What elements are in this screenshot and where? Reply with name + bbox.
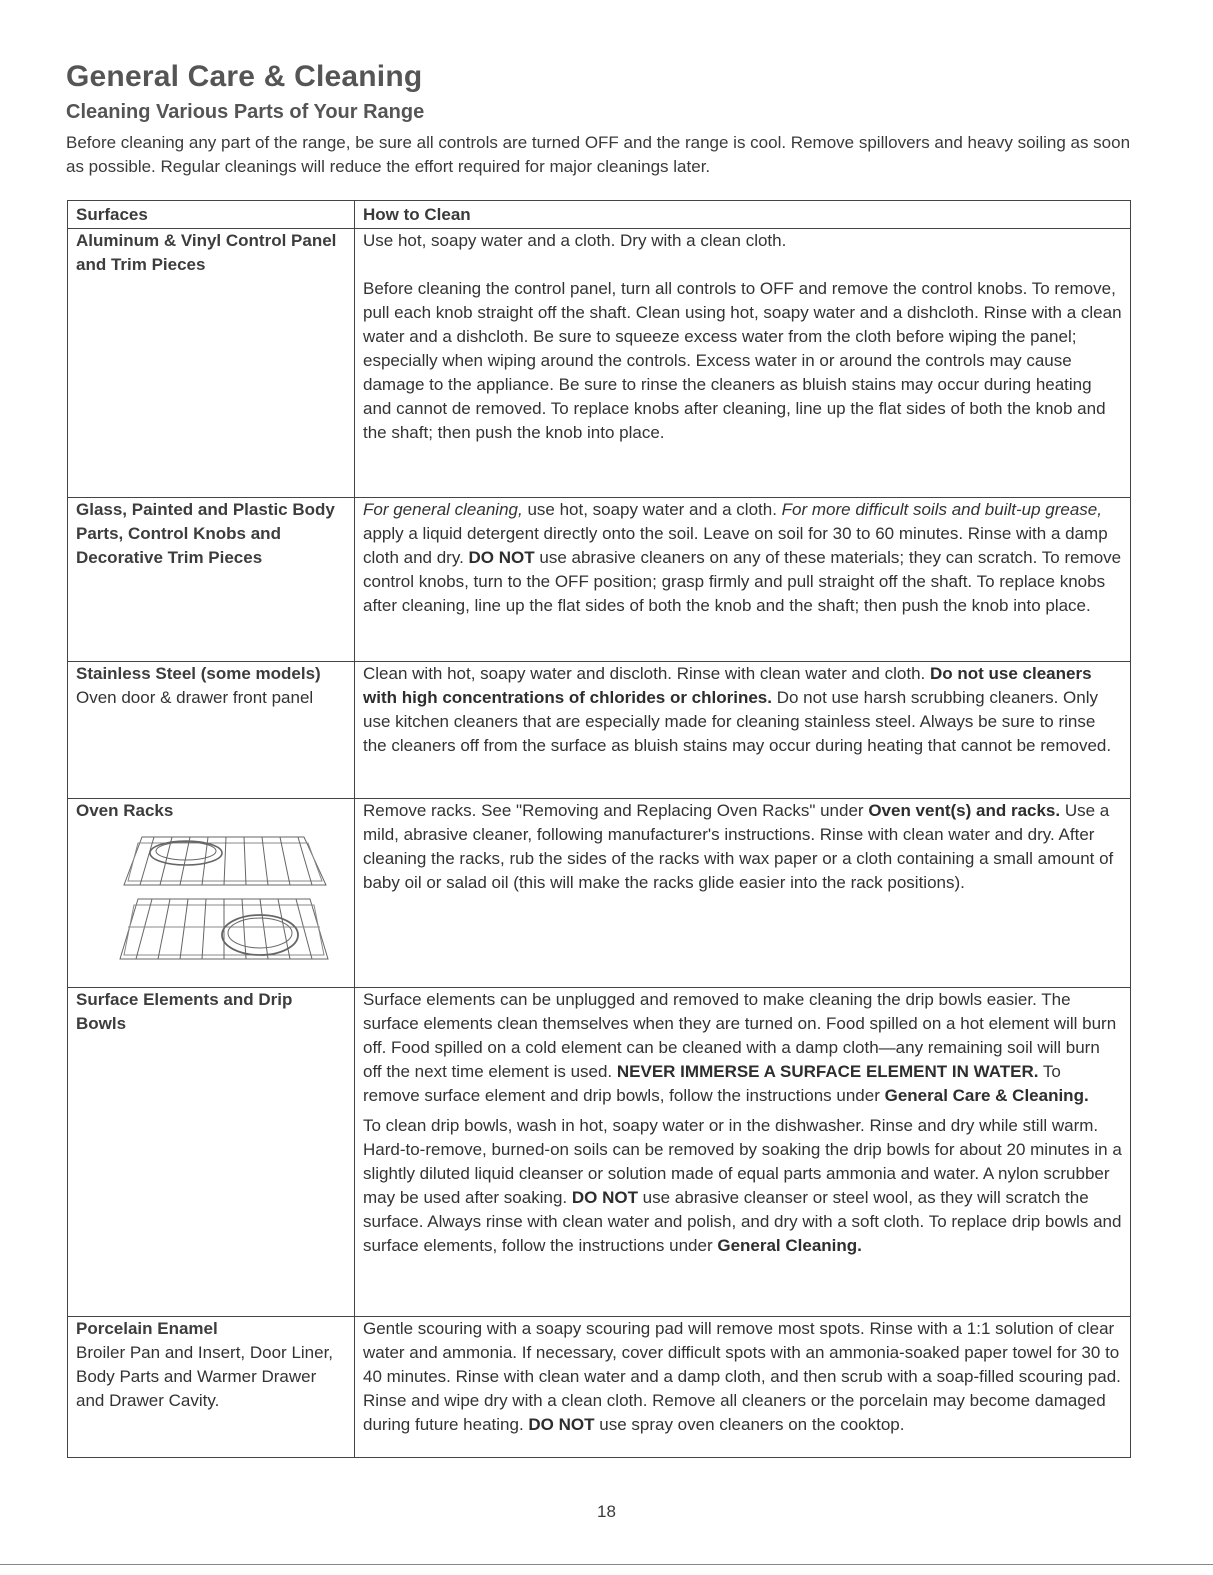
table-row — [68, 988, 1131, 1317]
surface-note: Oven door & drawer front panel — [76, 688, 314, 707]
page-title: General Care & Cleaning — [66, 60, 423, 93]
surface-name: Aluminum & Vinyl Control Panel and Trim Pieces — [76, 231, 337, 274]
text-run: Do not use harsh scrubbing cleaners. Only use kitchen cleaners that are especially made for cleaning stainless steel. Always be sure to rinse the cleaners off from the surface as bluish stains may occur during heating that cannot be removed. — [363, 688, 1112, 755]
bottom-rule — [0, 1564, 1213, 1565]
instruction-paragraph — [363, 799, 1122, 895]
table-header-row — [68, 201, 1131, 229]
text-run: To remove surface element and drip bowls, follow the instructions under — [363, 1062, 1061, 1105]
table-row — [68, 498, 1131, 662]
text-run: apply a liquid detergent directly onto the soil. Leave on soil for 30 to 60 minutes. Rinse with a damp cloth and dry. — [363, 524, 1108, 567]
header-how-to-clean: How to Clean — [355, 201, 1131, 229]
surface-name: Surface Elements and Drip Bowls — [76, 990, 293, 1033]
bold-warning: DO NOT — [528, 1415, 595, 1434]
text-run: use abrasive cleanser or steel wool, as they will scratch the surface. Always rinse with clean water and polish, and dry with a soft cloth. To replace drip bowls and surface elements, follow the instructions under — [363, 1188, 1122, 1255]
text-run: Use a mild, abrasive cleaner, following manufacturer's instructions. Rinse with clean water and dry. After cleaning the racks, rub the sides of the racks with wax paper or a cloth containing a small amount of baby oil or salad oil (this will make the racks glide easier into the rack positions). — [363, 801, 1114, 892]
instruction-paragraph — [363, 662, 1122, 758]
text-run: use hot, soapy water and a cloth. — [522, 500, 782, 519]
surface-cell — [68, 498, 355, 662]
instruction-paragraph — [363, 988, 1122, 1108]
bold-reference: General Care & Cleaning. — [884, 1086, 1089, 1105]
text-run: To clean drip bowls, wash in hot, soapy water or in the dishwasher. Rinse and dry while still warm. Hard-to-remove, burned-on soils can be removed by soaking the drip bowls for about 20 minutes in a slightly diluted liquid cleanser or solution made of equal parts ammonia and water. A nylon scrubber may be used after soaking. — [363, 1116, 1122, 1207]
instructions-cell — [355, 498, 1131, 662]
italic-text: For general cleaning, — [363, 500, 523, 519]
text-run: Gentle scouring with a soapy scouring pad will remove most spots. Rinse with a 1:1 solution of clear water and ammonia. If necessary, cover difficult spots with an ammonia-soaked paper towel for 30 to 40 minutes. Rinse with clean water and a damp cloth, and then scrub with a soap-filled scouring pad. Rinse and wipe dry with a clean cloth. Remove all cleaners or the porcelain may become damaged during future heating. — [363, 1319, 1121, 1434]
header-surfaces: Surfaces — [68, 201, 355, 229]
instruction-paragraph: Use hot, soapy water and a cloth. Dry with a clean cloth. — [363, 231, 787, 250]
surface-name: Oven Racks — [76, 801, 174, 820]
text-run: use abrasive cleaners on any of these materials; they can scratch. To remove control knobs, turn to the OFF position; grasp firmly and pull straight off the shaft. To replace knobs after cleaning, line up the flat sides of both the knob and the shaft; then push the knob into place. — [363, 548, 1122, 615]
instructions-cell — [355, 229, 1131, 498]
instruction-paragraph: Before cleaning the control panel, turn all controls to OFF and remove the control knobs. To remove, pull each knob straight off the shaft. Clean using hot, soapy water and a dishcloth. Rinse with a clean water and a dishcloth. Be sure to squeeze excess water from the cloth before wiping the panel; especially when wiping around the controls. Excess water in or around the controls may cause damage to the appliance. Be sure to rinse the cleaners as bluish stains may occur during heating and cannot de removed. To replace knobs after cleaning, line up the flat sides of both the knob and the shaft; then push the knob into place. — [363, 279, 1122, 442]
bold-reference: General Cleaning. — [717, 1236, 862, 1255]
instruction-paragraph — [363, 498, 1122, 618]
surface-name: Porcelain Enamel — [76, 1319, 218, 1338]
intro-paragraph: Before cleaning any part of the range, be sure all controls are turned OFF and the range is cool. Remove spillovers and heavy soiling as soon as possible. Regular cleanings will reduce the effort required for major cleanings later. — [66, 133, 1131, 176]
oven-racks-illustration — [114, 827, 329, 967]
bold-warning: NEVER IMMERSE A SURFACE ELEMENT IN WATER. — [616, 1062, 1039, 1081]
instructions-cell — [355, 799, 1131, 988]
text-run: Surface elements can be unplugged and removed to make cleaning the drip bowls easier. The surface elements clean themselves when they are turned on. Food spilled on a hot element will burn off. Food spilled on a cold element can be cleaned with a damp cloth—any remaining soil will burn off the next time element is used. — [363, 990, 1117, 1081]
instructions-cell — [355, 1317, 1131, 1458]
surface-name: Glass, Painted and Plastic Body Parts, Control Knobs and Decorative Trim Pieces — [76, 500, 335, 567]
text-run: Clean with hot, soapy water and discloth. Rinse with clean water and cloth. — [363, 664, 930, 683]
bold-reference: Oven vent(s) and racks. — [868, 801, 1061, 820]
bold-warning: Do not use cleaners with high concentrations of chlorides or chlorines. — [363, 664, 1092, 707]
surface-name: Stainless Steel (some models) — [76, 664, 321, 683]
instruction-paragraph — [363, 1114, 1122, 1258]
instructions-cell — [355, 988, 1131, 1317]
table-row — [68, 229, 1131, 498]
surface-cell — [68, 229, 355, 498]
bold-warning: DO NOT — [571, 1188, 638, 1207]
surface-cell — [68, 988, 355, 1317]
surface-cell — [68, 662, 355, 799]
instructions-cell — [355, 662, 1131, 799]
section-title: Cleaning Various Parts of Your Range — [66, 101, 425, 123]
bold-warning: DO NOT — [468, 548, 535, 567]
text-run: use spray oven cleaners on the cooktop. — [594, 1415, 905, 1434]
table-row — [68, 662, 1131, 799]
cleaning-table — [67, 200, 1131, 1458]
text-run: Remove racks. See "Removing and Replacing Oven Racks" under — [363, 801, 869, 820]
page-number: 18 — [597, 1502, 616, 1521]
table-row — [68, 799, 1131, 988]
surface-cell — [68, 799, 355, 988]
surface-cell — [68, 1317, 355, 1458]
instruction-paragraph — [363, 1317, 1122, 1437]
italic-text: For more difficult soils and built-up grease, — [781, 500, 1102, 519]
surface-note: Broiler Pan and Insert, Door Liner, Body Parts and Warmer Drawer and Drawer Cavity. — [76, 1343, 334, 1410]
table-row — [68, 1317, 1131, 1458]
